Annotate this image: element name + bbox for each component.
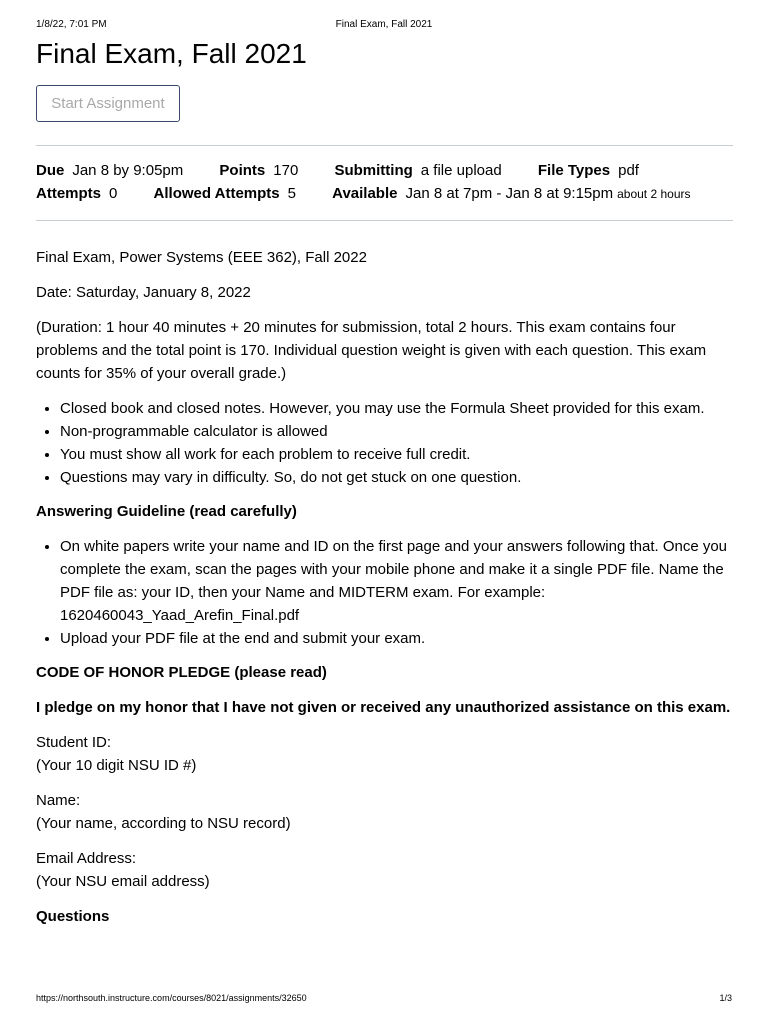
duration-paragraph: (Duration: 1 hour 40 minutes + 20 minutes for submission, total 2 hours. This exam contains four problems and the total point is 170. Individual question weight is given with each question. This exam counts for 35% of your overall grade.) — [36, 319, 707, 382]
list-item: • Non-programmable calculator is allowed — [60, 420, 733, 443]
points-value: 170 — [273, 162, 299, 179]
allowed-attempts-value: 5 — [287, 185, 296, 202]
name-block — [36, 789, 733, 835]
student-id-label: Student ID: — [36, 734, 112, 751]
list-item: • You must show all work for each problem to receive full credit. — [60, 443, 733, 466]
print-page-number: 1/3 — [719, 993, 732, 1003]
details-row-1 — [36, 159, 733, 182]
details-row-2 — [36, 182, 733, 206]
page-title: Final Exam, Fall 2021 — [36, 38, 307, 69]
email-hint: (Your NSU email address) — [36, 873, 210, 890]
honor-heading: CODE OF HONOR PLEDGE (please read) — [36, 664, 327, 681]
start-assignment-button[interactable]: Start Assignment — [36, 85, 180, 122]
email-block — [36, 847, 733, 893]
honor-pledge: I pledge on my honor that I have not given or received any unauthorized assistance on this exam. — [36, 699, 731, 716]
course-line: Final Exam, Power Systems (EEE 362), Fall 2022 — [36, 249, 367, 266]
name-hint: (Your name, according to NSU record) — [36, 815, 291, 832]
due-label: Due — [36, 162, 65, 179]
available-value: Jan 8 at 7pm - Jan 8 at 9:15pm — [405, 185, 614, 202]
assignment-description — [36, 246, 733, 928]
assignment-details — [36, 146, 733, 220]
list-item: • Upload your PDF file at the end and submit your exam. — [60, 627, 733, 650]
print-datetime: 1/8/22, 7:01 PM — [36, 19, 107, 30]
assignment-content — [36, 36, 733, 940]
list-item: • Questions may vary in difficulty. So, do not get stuck on one question. — [60, 466, 733, 489]
allowed-attempts-label: Allowed Attempts — [153, 185, 280, 202]
date-line: Date: Saturday, January 8, 2022 — [36, 284, 251, 301]
submitting-label: Submitting — [334, 162, 413, 179]
guideline-heading: Answering Guideline (read carefully) — [36, 503, 297, 520]
student-id-hint: (Your 10 digit NSU ID #) — [36, 757, 197, 774]
print-title: Final Exam, Fall 2021 — [335, 19, 433, 30]
student-id-block — [36, 731, 733, 777]
details-divider-bottom — [36, 220, 733, 221]
attempts-label: Attempts — [36, 185, 102, 202]
rules-list — [36, 397, 733, 489]
questions-heading: Questions — [36, 908, 110, 925]
print-footer — [36, 992, 732, 1004]
list-item: • On white papers write your name and ID on the first page and your answers following that. Once you complete the exam, scan the pages with your mobile phone and make it a single PDF file. Name the PDF file as: your ID, then your Name and MIDTERM exam. For example: 1620460043_Yaad_Arefin_Final.pdf — [60, 535, 733, 627]
guideline-list — [36, 535, 733, 650]
submitting-value: a file upload — [420, 162, 502, 179]
email-label: Email Address: — [36, 850, 137, 867]
available-duration: about 2 hours — [617, 187, 691, 201]
available-label: Available — [332, 185, 398, 202]
list-item: • Closed book and closed notes. However, you may use the Formula Sheet provided for this exam. — [60, 397, 733, 420]
print-url: https://northsouth.instructure.com/courses/8021/assignments/32650 — [36, 993, 307, 1003]
print-header — [36, 19, 732, 31]
points-label: Points — [219, 162, 266, 179]
attempts-value: 0 — [109, 185, 118, 202]
name-label: Name: — [36, 792, 81, 809]
file-types-label: File Types — [537, 162, 611, 179]
file-types-value: pdf — [618, 162, 639, 179]
due-value: Jan 8 by 9:05pm — [72, 162, 184, 179]
